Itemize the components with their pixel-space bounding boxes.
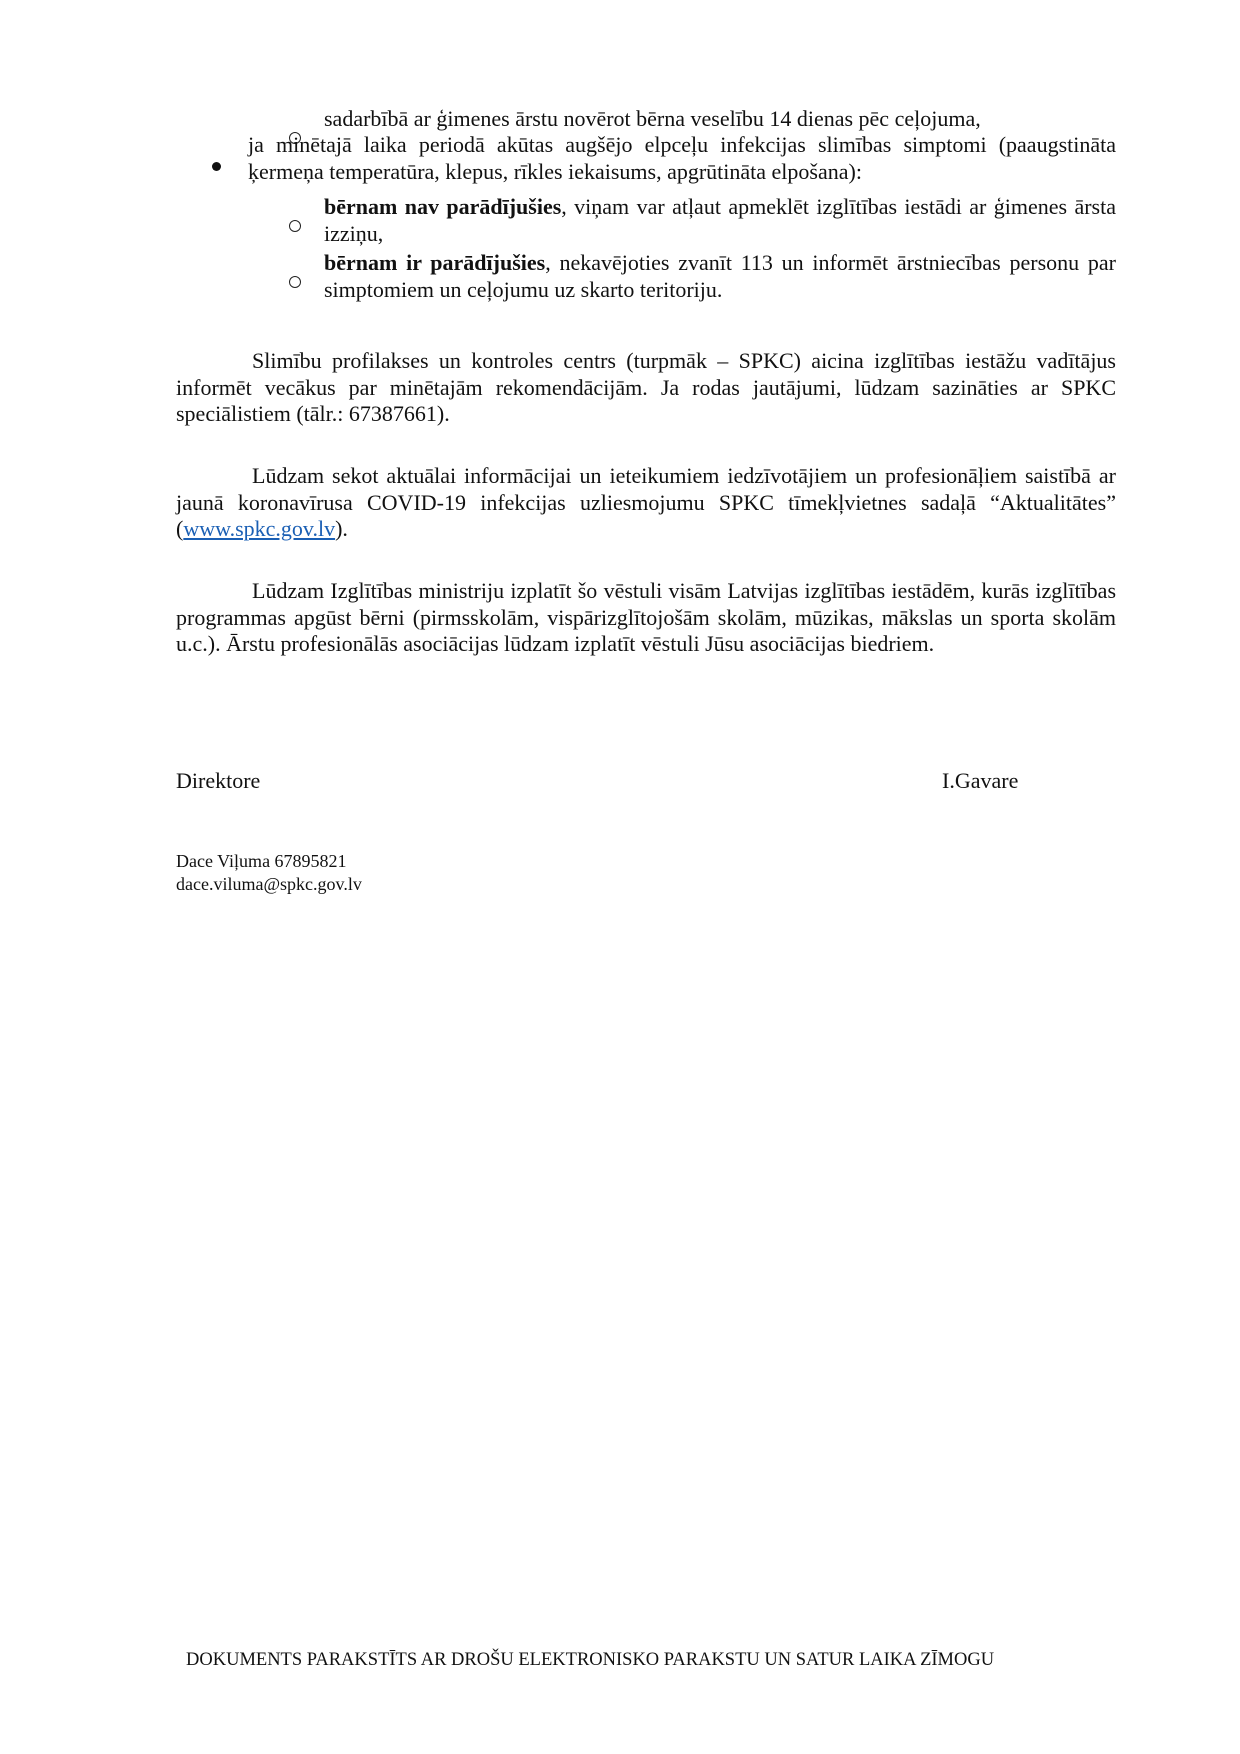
circle-bullet-icon: [289, 268, 301, 295]
paragraph-spkc-info: [176, 348, 1116, 428]
paragraph-distribute: [176, 578, 1116, 658]
bullet-icon: [212, 151, 221, 178]
list-item-text: sadarbībā ar ģimenes ārstu novērot bērna veselību 14 dienas pēc ceļojuma,: [324, 106, 981, 131]
signature-title: Direktore: [176, 768, 261, 793]
paragraph-follow-info: [176, 463, 1116, 543]
contact-email: dace.viluma@spkc.gov.lv: [176, 874, 362, 894]
list-subitem-bold: bērnam ir parādījušies: [324, 250, 546, 275]
paragraph-text: Slimību profilakses un kontroles centrs (turpmāk – SPKC) aicina izglītības iestāžu vadītājus informēt vecākus par minētajām rekomendācijām. Ja rodas jautājumi, lūdzam sazināties ar SPKC speciālistiem (tālr.: 67387661).: [176, 348, 1116, 426]
paragraph-text-end: ).: [335, 516, 348, 541]
list-item-observe: [324, 106, 1116, 133]
list-subitem-symptoms: [324, 250, 1116, 303]
list-subitem-no-symptoms: [324, 194, 1116, 247]
contact-name-phone: Dace Viļuma 67895821: [176, 851, 347, 871]
list-subitem-bold: bērnam nav parādījušies: [324, 194, 562, 219]
spkc-website-link[interactable]: www.spkc.gov.lv: [183, 516, 336, 541]
list-item-symptoms: [248, 132, 1116, 185]
list-subitem-text: , viņam var atļaut apmeklēt izglītības iestādi ar ģimenes ārsta izziņu,: [324, 194, 1116, 246]
paragraph-text: Lūdzam sekot aktuālai informācijai un ieteikumiem iedzīvotājiem un profesionāļiem saistībā ar jaunā koronavīrusa COVID-19 infekcijas uzliesmojumu SPKC tīmekļvietnes sadaļā “Aktualitātes” (: [176, 463, 1116, 541]
circle-bullet-icon: [289, 212, 301, 239]
list-item-text: ja minētajā laika periodā akūtas augšējo elpceļu infekcijas slimības simptomi (paaugstināta ķermeņa temperatūra, klepus, rīkles iekaisums, apgrūtināta elpošana):: [248, 132, 1116, 184]
list-subitem-text: , nekavējoties zvanīt 113 un informēt ārstniecības personu par simptomiem un ceļojumu uz skarto teritoriju.: [324, 250, 1116, 302]
signature-name: I.Gavare: [942, 768, 1019, 793]
e-signature-notice: DOKUMENTS PARAKSTĪTS AR DROŠU ELEKTRONISKO PARAKSTU UN SATUR LAIKA ZĪMOGU: [186, 1650, 995, 1670]
paragraph-text: Lūdzam Izglītības ministriju izplatīt šo vēstuli visām Latvijas izglītības iestādēm, kurās izglītības programmas apgūst bērni (pirmsskolām, vispārizglītojošām skolām, mūzikas, mākslas un sporta skolām u.c.). Ārstu profesionālās asociācijas lūdzam izplatīt vēstuli Jūsu asociācijas biedriem.: [176, 578, 1116, 656]
